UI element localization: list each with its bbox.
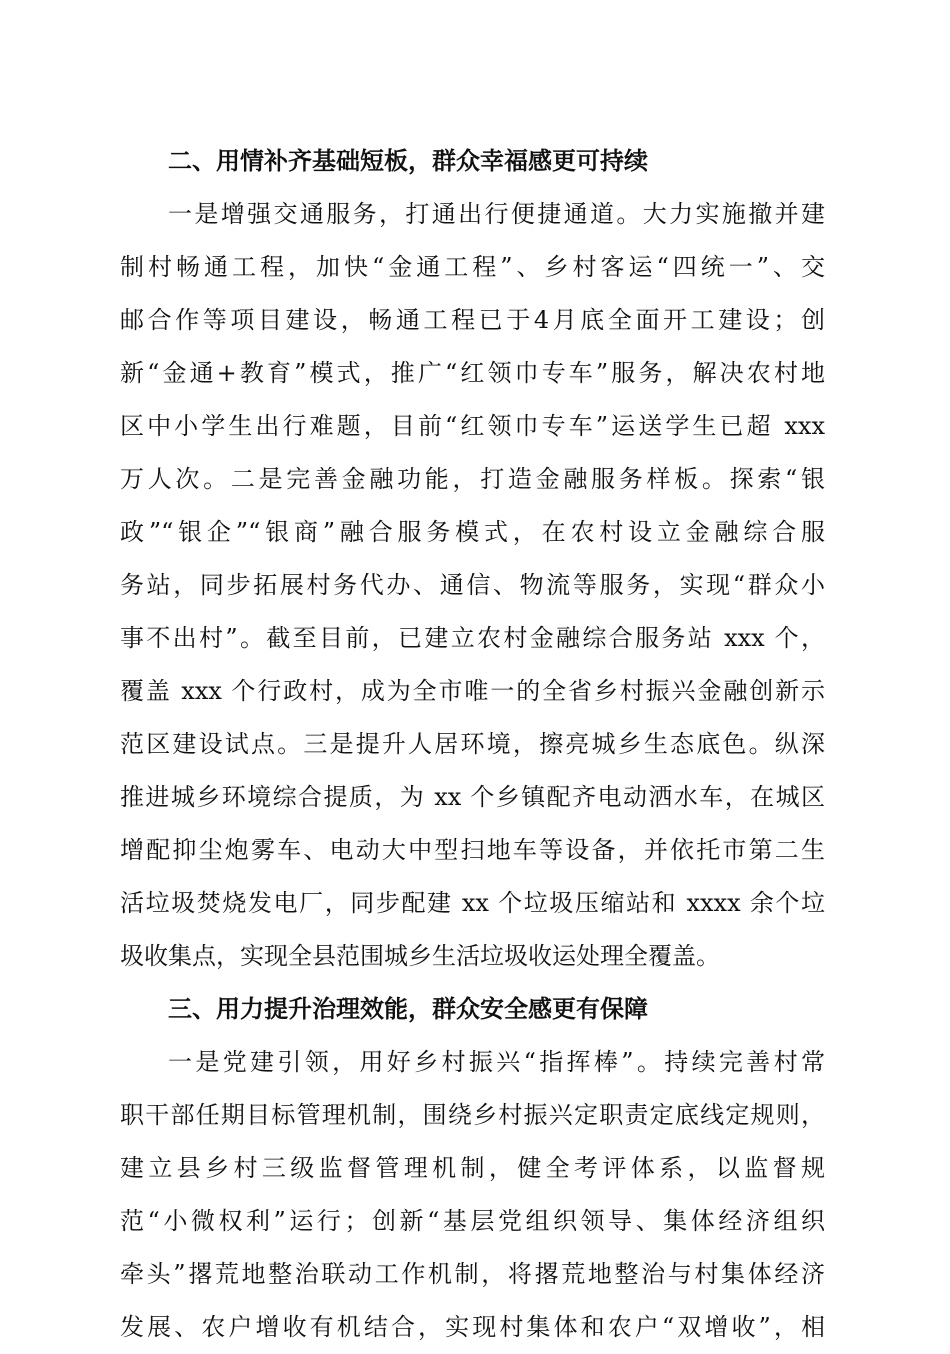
- text-line: 一是党建引领，用好乡村振兴“指挥棒”。持续完善村常: [168, 1048, 825, 1076]
- text-line: 政”“银企”“银商”融合服务模式，在农村设立金融综合服: [120, 518, 825, 546]
- text-line: 范区建设试点。三是提升人居环境，擦亮城乡生态底色。纵深: [120, 730, 825, 758]
- text-line: 万人次。二是完善金融功能，打造金融服务样板。探索“银: [120, 465, 825, 493]
- text-line: 活垃圾焚烧发电厂，同步配建 xx 个垃圾压缩站和 xxxx 余个垃: [120, 889, 825, 917]
- section-heading-2: 二、用情补齐基础短板，群众幸福感更可持续: [168, 147, 648, 175]
- text-line: 邮合作等项目建设，畅通工程已于4月底全面开工建设；创: [120, 306, 825, 334]
- section-heading-3: 三、用力提升治理效能，群众安全感更有保障: [168, 995, 648, 1023]
- text-line: 推进城乡环境综合提质，为 xx 个乡镇配齐电动洒水车，在城区: [120, 783, 825, 811]
- text-line: 发展、农户增收有机结合，实现村集体和农户“双增收”，相: [120, 1313, 825, 1341]
- text-line: 新“金通+教育”模式，推广“红领巾专车”服务，解决农村地: [120, 359, 825, 387]
- text-line: 圾收集点，实现全县范围城乡生活垃圾收运处理全覆盖。: [120, 942, 720, 970]
- text-line: 制村畅通工程，加快“金通工程”、乡村客运“四统一”、交: [120, 253, 825, 281]
- text-line: 建立县乡村三级监督管理机制，健全考评体系，以监督规: [120, 1154, 825, 1182]
- text-line: 范“小微权利”运行；创新“基层党组织领导、集体经济组织: [120, 1207, 825, 1235]
- text-line: 牵头”撂荒地整治联动工作机制，将撂荒地整治与村集体经济: [120, 1260, 825, 1288]
- text-line: 职干部任期目标管理机制，围绕乡村振兴定职责定底线定规则，: [120, 1101, 825, 1129]
- text-line: 增配抑尘炮雾车、电动大中型扫地车等设备，并依托市第二生: [120, 836, 825, 864]
- section-3-paragraph: [120, 1036, 825, 1354]
- text-line: 覆盖 xxx 个行政村，成为全市唯一的全省乡村振兴金融创新示: [120, 677, 825, 705]
- section-2-paragraph: [120, 188, 825, 983]
- text-line: 一是增强交通服务，打通出行便捷通道。大力实施撤并建: [168, 200, 825, 228]
- text-line: 区中小学生出行难题，目前“红领巾专车”运送学生已超 xxx: [120, 412, 825, 440]
- text-line: 事不出村”。截至目前，已建立农村金融综合服务站 xxx 个，: [120, 624, 825, 652]
- document-body: [120, 135, 825, 1354]
- text-line: 务站，同步拓展村务代办、通信、物流等服务，实现“群众小: [120, 571, 825, 599]
